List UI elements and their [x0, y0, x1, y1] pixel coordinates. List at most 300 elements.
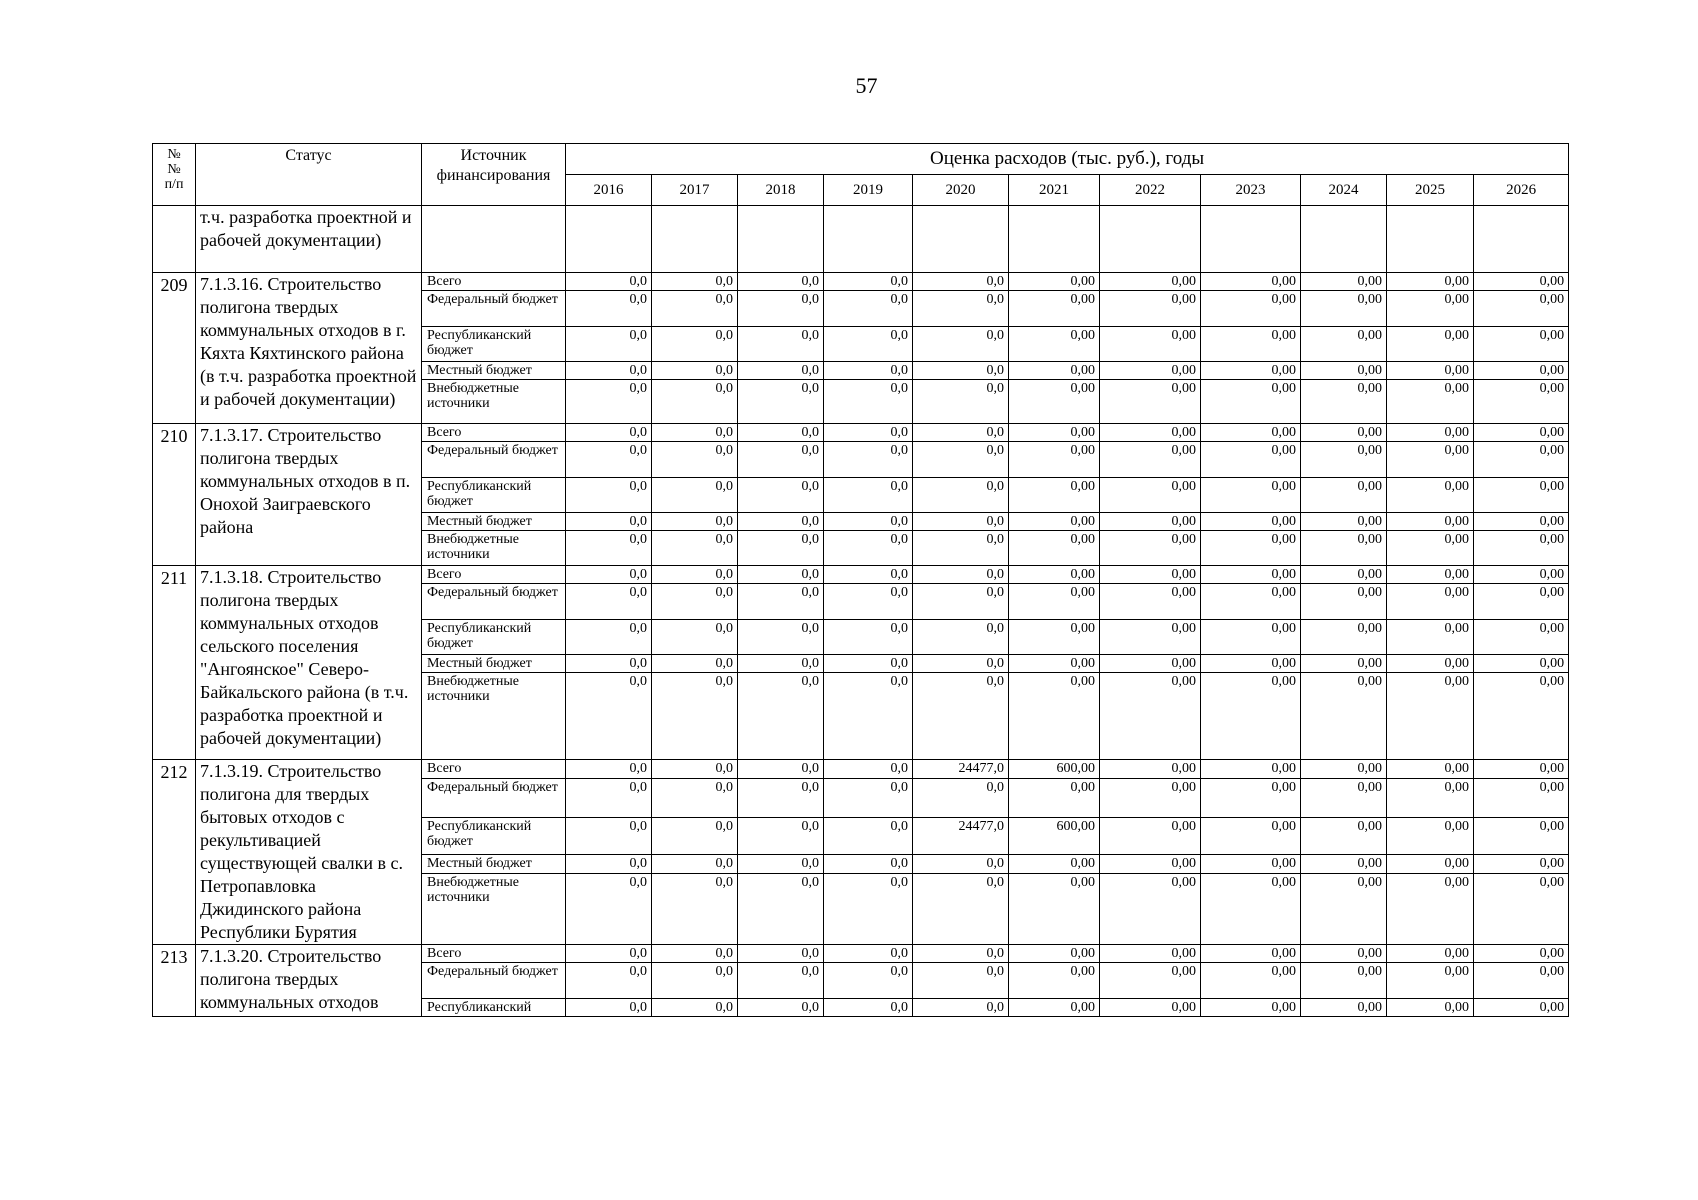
value-cell: 0,0	[738, 855, 824, 874]
value-cell: 0,00	[1009, 442, 1100, 478]
value-cell: 0,00	[1301, 291, 1387, 327]
value-cell: 0,00	[1474, 478, 1569, 513]
value-cell: 0,00	[1201, 442, 1301, 478]
value-cell: 0,00	[1100, 362, 1201, 380]
value-cell: 0,00	[1201, 566, 1301, 584]
value-cell: 0,00	[1301, 513, 1387, 531]
value-cell: 0,0	[652, 513, 738, 531]
value-cell: 0,00	[1474, 874, 1569, 945]
value-cell: 0,00	[1201, 327, 1301, 362]
status-cell: т.ч. разработка проектной и рабочей документации)	[196, 206, 422, 273]
row-number: 213	[153, 945, 196, 1017]
value-cell: 0,0	[913, 531, 1009, 566]
value-cell: 0,0	[738, 673, 824, 760]
value-cell: 0,0	[652, 620, 738, 655]
value-cell: 0,0	[738, 566, 824, 584]
value-cell: 24477,0	[913, 760, 1009, 779]
value-cell: 0,00	[1301, 779, 1387, 817]
table-row	[153, 945, 1569, 963]
value-cell: 0,0	[824, 442, 913, 478]
value-cell: 0,00	[1100, 584, 1201, 620]
expense-table	[152, 143, 1569, 1017]
value-cell: 0,00	[1387, 273, 1474, 291]
value-cell: 0,0	[738, 655, 824, 673]
value-cell: 0,00	[1474, 855, 1569, 874]
header-year: 2021	[1009, 175, 1100, 206]
header-year: 2024	[1301, 175, 1387, 206]
value-cell: 0,00	[1387, 874, 1474, 945]
value-cell: 0,0	[824, 380, 913, 424]
value-cell: 0,0	[913, 442, 1009, 478]
value-cell: 0,00	[1301, 817, 1387, 854]
value-cell: 0,00	[1301, 945, 1387, 963]
empty-cell	[566, 206, 652, 273]
value-cell: 0,0	[652, 655, 738, 673]
funding-source: Федеральный бюджет	[422, 584, 566, 620]
value-cell: 0,00	[1201, 945, 1301, 963]
value-cell: 0,0	[566, 779, 652, 817]
value-cell: 0,00	[1201, 673, 1301, 760]
funding-source: Федеральный бюджет	[422, 779, 566, 817]
value-cell: 0,0	[824, 478, 913, 513]
value-cell: 0,00	[1100, 963, 1201, 999]
value-cell: 0,0	[652, 673, 738, 760]
value-cell: 0,0	[913, 327, 1009, 362]
value-cell: 0,00	[1301, 963, 1387, 999]
value-cell: 0,0	[913, 424, 1009, 442]
value-cell: 0,0	[738, 999, 824, 1017]
funding-source: Республиканский бюджет	[422, 817, 566, 854]
value-cell: 0,0	[824, 531, 913, 566]
value-cell: 0,0	[824, 291, 913, 327]
funding-source: Местный бюджет	[422, 855, 566, 874]
value-cell: 0,0	[652, 478, 738, 513]
empty-cell	[1100, 206, 1201, 273]
value-cell: 0,00	[1009, 673, 1100, 760]
funding-source: Местный бюджет	[422, 655, 566, 673]
value-cell: 0,00	[1387, 442, 1474, 478]
value-cell: 0,00	[1301, 584, 1387, 620]
value-cell: 0,00	[1387, 380, 1474, 424]
value-cell: 0,00	[1474, 817, 1569, 854]
value-cell: 0,00	[1301, 362, 1387, 380]
value-cell: 0,00	[1387, 999, 1474, 1017]
value-cell: 0,0	[824, 513, 913, 531]
value-cell: 0,00	[1474, 424, 1569, 442]
value-cell: 0,00	[1100, 817, 1201, 854]
value-cell: 0,0	[566, 513, 652, 531]
value-cell: 0,00	[1387, 963, 1474, 999]
row-number: 212	[153, 760, 196, 945]
value-cell: 0,0	[738, 442, 824, 478]
value-cell: 0,00	[1009, 584, 1100, 620]
value-cell: 0,00	[1474, 380, 1569, 424]
value-cell: 0,0	[913, 999, 1009, 1017]
funding-source: Всего	[422, 273, 566, 291]
value-cell: 0,00	[1301, 442, 1387, 478]
value-cell: 0,0	[566, 291, 652, 327]
value-cell: 0,0	[652, 291, 738, 327]
value-cell: 0,00	[1301, 999, 1387, 1017]
value-cell: 0,0	[738, 362, 824, 380]
value-cell: 0,00	[1201, 760, 1301, 779]
value-cell: 0,0	[913, 478, 1009, 513]
value-cell: 600,00	[1009, 817, 1100, 854]
value-cell: 0,0	[738, 584, 824, 620]
value-cell: 0,0	[824, 273, 913, 291]
header-num: № № п/п	[153, 144, 196, 206]
header-source: Источник финансирования	[422, 144, 566, 206]
value-cell: 0,00	[1201, 362, 1301, 380]
value-cell: 0,00	[1100, 273, 1201, 291]
value-cell: 0,0	[652, 817, 738, 854]
value-cell: 0,00	[1100, 327, 1201, 362]
value-cell: 0,0	[652, 327, 738, 362]
table-row	[153, 424, 1569, 442]
value-cell: 0,00	[1474, 513, 1569, 531]
value-cell: 0,0	[913, 855, 1009, 874]
value-cell: 0,0	[652, 945, 738, 963]
value-cell: 0,00	[1301, 531, 1387, 566]
funding-source: Федеральный бюджет	[422, 291, 566, 327]
value-cell: 0,00	[1201, 478, 1301, 513]
value-cell: 0,0	[738, 779, 824, 817]
funding-source: Всего	[422, 424, 566, 442]
funding-source: Внебюджетные источники	[422, 380, 566, 424]
value-cell: 0,0	[566, 760, 652, 779]
header-year: 2022	[1100, 175, 1201, 206]
value-cell: 0,0	[824, 584, 913, 620]
value-cell: 0,00	[1100, 531, 1201, 566]
value-cell: 0,0	[652, 566, 738, 584]
funding-source: Всего	[422, 945, 566, 963]
value-cell: 0,00	[1201, 620, 1301, 655]
value-cell: 0,00	[1474, 327, 1569, 362]
value-cell: 0,00	[1009, 273, 1100, 291]
value-cell: 0,0	[824, 424, 913, 442]
value-cell: 0,00	[1474, 620, 1569, 655]
value-cell: 0,0	[913, 291, 1009, 327]
value-cell: 0,0	[652, 760, 738, 779]
value-cell: 0,0	[566, 655, 652, 673]
value-cell: 0,00	[1100, 779, 1201, 817]
value-cell: 0,00	[1301, 760, 1387, 779]
value-cell: 0,0	[738, 273, 824, 291]
value-cell: 0,0	[913, 655, 1009, 673]
value-cell: 0,00	[1201, 855, 1301, 874]
value-cell: 0,00	[1100, 673, 1201, 760]
funding-source: Местный бюджет	[422, 362, 566, 380]
value-cell: 0,00	[1387, 291, 1474, 327]
value-cell: 0,00	[1009, 478, 1100, 513]
value-cell: 0,00	[1301, 478, 1387, 513]
funding-source: Местный бюджет	[422, 513, 566, 531]
value-cell: 0,00	[1100, 380, 1201, 424]
value-cell: 0,00	[1100, 620, 1201, 655]
value-cell: 0,00	[1387, 531, 1474, 566]
value-cell: 0,00	[1009, 291, 1100, 327]
empty-cell	[1301, 206, 1387, 273]
header-year: 2018	[738, 175, 824, 206]
value-cell: 0,00	[1009, 566, 1100, 584]
value-cell: 0,00	[1009, 963, 1100, 999]
value-cell: 0,00	[1100, 424, 1201, 442]
value-cell: 0,0	[738, 380, 824, 424]
value-cell: 0,0	[738, 817, 824, 854]
value-cell: 0,00	[1474, 531, 1569, 566]
value-cell: 0,0	[566, 327, 652, 362]
value-cell: 0,0	[913, 874, 1009, 945]
value-cell: 0,0	[566, 817, 652, 854]
value-cell: 0,0	[566, 620, 652, 655]
value-cell: 0,0	[913, 362, 1009, 380]
value-cell: 0,0	[652, 963, 738, 999]
value-cell: 24477,0	[913, 817, 1009, 854]
value-cell: 0,0	[738, 531, 824, 566]
value-cell: 0,00	[1100, 566, 1201, 584]
value-cell: 0,0	[824, 655, 913, 673]
funding-source: Федеральный бюджет	[422, 963, 566, 999]
value-cell: 0,00	[1100, 442, 1201, 478]
value-cell: 0,00	[1301, 620, 1387, 655]
value-cell: 0,00	[1301, 327, 1387, 362]
value-cell: 0,00	[1201, 874, 1301, 945]
value-cell: 0,0	[824, 673, 913, 760]
value-cell: 0,0	[566, 999, 652, 1017]
value-cell: 0,0	[566, 673, 652, 760]
value-cell: 0,00	[1474, 945, 1569, 963]
value-cell: 0,0	[566, 424, 652, 442]
value-cell: 0,0	[738, 874, 824, 945]
empty-cell	[824, 206, 913, 273]
value-cell: 600,00	[1009, 760, 1100, 779]
empty-cell	[652, 206, 738, 273]
value-cell: 0,00	[1387, 513, 1474, 531]
value-cell: 0,00	[1474, 655, 1569, 673]
value-cell: 0,00	[1201, 584, 1301, 620]
header-year: 2023	[1201, 175, 1301, 206]
value-cell: 0,00	[1387, 760, 1474, 779]
value-cell: 0,00	[1201, 963, 1301, 999]
value-cell: 0,0	[566, 442, 652, 478]
value-cell: 0,00	[1474, 779, 1569, 817]
value-cell: 0,0	[824, 779, 913, 817]
value-cell: 0,00	[1100, 478, 1201, 513]
empty-cell	[1009, 206, 1100, 273]
value-cell: 0,0	[652, 531, 738, 566]
value-cell: 0,00	[1009, 779, 1100, 817]
value-cell: 0,0	[913, 584, 1009, 620]
value-cell: 0,00	[1387, 779, 1474, 817]
value-cell: 0,0	[913, 673, 1009, 760]
value-cell: 0,00	[1387, 855, 1474, 874]
empty-cell	[1387, 206, 1474, 273]
value-cell: 0,00	[1301, 566, 1387, 584]
value-cell: 0,0	[566, 380, 652, 424]
value-cell: 0,00	[1474, 273, 1569, 291]
funding-source: Всего	[422, 760, 566, 779]
funding-source: Федеральный бюджет	[422, 442, 566, 478]
value-cell: 0,0	[738, 963, 824, 999]
value-cell: 0,00	[1387, 566, 1474, 584]
value-cell: 0,0	[913, 566, 1009, 584]
header-year: 2019	[824, 175, 913, 206]
funding-source: Всего	[422, 566, 566, 584]
value-cell: 0,0	[566, 531, 652, 566]
value-cell: 0,0	[566, 273, 652, 291]
value-cell: 0,0	[913, 945, 1009, 963]
value-cell: 0,00	[1301, 273, 1387, 291]
value-cell: 0,00	[1474, 584, 1569, 620]
value-cell: 0,0	[824, 945, 913, 963]
value-cell: 0,00	[1100, 291, 1201, 327]
value-cell: 0,0	[824, 999, 913, 1017]
value-cell: 0,00	[1009, 531, 1100, 566]
value-cell: 0,00	[1301, 874, 1387, 945]
value-cell: 0,0	[652, 779, 738, 817]
value-cell: 0,0	[652, 584, 738, 620]
value-cell: 0,0	[566, 478, 652, 513]
value-cell: 0,00	[1201, 513, 1301, 531]
value-cell: 0,00	[1009, 380, 1100, 424]
value-cell: 0,00	[1201, 779, 1301, 817]
value-cell: 0,0	[652, 442, 738, 478]
value-cell: 0,00	[1009, 327, 1100, 362]
value-cell: 0,0	[738, 760, 824, 779]
value-cell: 0,00	[1009, 362, 1100, 380]
value-cell: 0,00	[1387, 362, 1474, 380]
funding-source: Республиканский бюджет	[422, 327, 566, 362]
value-cell: 0,0	[652, 855, 738, 874]
value-cell: 0,0	[913, 380, 1009, 424]
value-cell: 0,0	[738, 424, 824, 442]
value-cell: 0,0	[738, 291, 824, 327]
value-cell: 0,00	[1387, 327, 1474, 362]
value-cell: 0,00	[1474, 566, 1569, 584]
row-number: 211	[153, 566, 196, 760]
value-cell: 0,00	[1201, 424, 1301, 442]
header-status: Статус	[196, 144, 422, 206]
value-cell: 0,0	[824, 855, 913, 874]
funding-source: Республиканский	[422, 999, 566, 1017]
value-cell: 0,0	[824, 874, 913, 945]
value-cell: 0,00	[1201, 380, 1301, 424]
continuation-row	[153, 206, 1569, 273]
empty-cell	[422, 206, 566, 273]
page-number: 57	[855, 73, 878, 98]
value-cell: 0,00	[1009, 513, 1100, 531]
value-cell: 0,0	[824, 566, 913, 584]
row-number: 210	[153, 424, 196, 566]
header-year: 2025	[1387, 175, 1474, 206]
value-cell: 0,00	[1009, 424, 1100, 442]
value-cell: 0,0	[913, 620, 1009, 655]
value-cell: 0,00	[1201, 273, 1301, 291]
funding-source: Внебюджетные источники	[422, 531, 566, 566]
value-cell: 0,0	[652, 424, 738, 442]
header-year: 2017	[652, 175, 738, 206]
empty-cell	[1201, 206, 1301, 273]
value-cell: 0,0	[566, 945, 652, 963]
row-number: 209	[153, 273, 196, 424]
value-cell: 0,00	[1100, 760, 1201, 779]
table-row	[153, 760, 1569, 779]
value-cell: 0,0	[824, 817, 913, 854]
funding-source: Республиканский бюджет	[422, 478, 566, 513]
empty-cell	[738, 206, 824, 273]
value-cell: 0,00	[1474, 442, 1569, 478]
value-cell: 0,00	[1100, 855, 1201, 874]
value-cell: 0,00	[1201, 531, 1301, 566]
value-cell: 0,0	[738, 327, 824, 362]
value-cell: 0,0	[652, 999, 738, 1017]
value-cell: 0,00	[1387, 620, 1474, 655]
status-cell: 7.1.3.18. Строительство полигона твердых коммунальных отходов сельского поселения "Ангоянское" Северо-Байкальского района (в т.ч. разработка проектной и рабочей документации)	[196, 566, 422, 760]
value-cell: 0,00	[1100, 945, 1201, 963]
value-cell: 0,00	[1474, 291, 1569, 327]
value-cell: 0,00	[1301, 673, 1387, 760]
header-estimate: Оценка расходов (тыс. руб.), годы	[566, 144, 1569, 175]
value-cell: 0,00	[1387, 478, 1474, 513]
value-cell: 0,0	[738, 513, 824, 531]
value-cell: 0,00	[1474, 673, 1569, 760]
value-cell: 0,0	[566, 362, 652, 380]
value-cell: 0,0	[913, 513, 1009, 531]
funding-source: Республиканский бюджет	[422, 620, 566, 655]
value-cell: 0,00	[1201, 817, 1301, 854]
value-cell: 0,0	[652, 273, 738, 291]
value-cell: 0,0	[566, 566, 652, 584]
status-cell: 7.1.3.19. Строительство полигона для твердых бытовых отходов с рекультивацией существующей свалки в с. Петропавловка Джидинского района Республики Бурятия	[196, 760, 422, 945]
value-cell: 0,00	[1009, 855, 1100, 874]
header-year: 2026	[1474, 175, 1569, 206]
value-cell: 0,0	[824, 620, 913, 655]
value-cell: 0,00	[1009, 620, 1100, 655]
value-cell: 0,00	[1474, 760, 1569, 779]
value-cell: 0,0	[652, 362, 738, 380]
value-cell: 0,00	[1387, 424, 1474, 442]
value-cell: 0,0	[824, 760, 913, 779]
value-cell: 0,00	[1301, 855, 1387, 874]
value-cell: 0,00	[1387, 584, 1474, 620]
table-row	[153, 566, 1569, 584]
value-cell: 0,0	[566, 963, 652, 999]
value-cell: 0,0	[824, 963, 913, 999]
header-year: 2016	[566, 175, 652, 206]
header-year: 2020	[913, 175, 1009, 206]
value-cell: 0,00	[1474, 963, 1569, 999]
value-cell: 0,0	[738, 945, 824, 963]
status-cell: 7.1.3.17. Строительство полигона твердых коммунальных отходов в п. Онохой Заиграевского района	[196, 424, 422, 566]
value-cell: 0,0	[738, 620, 824, 655]
value-cell: 0,00	[1100, 513, 1201, 531]
value-cell: 0,00	[1387, 655, 1474, 673]
value-cell: 0,00	[1009, 874, 1100, 945]
value-cell: 0,00	[1201, 291, 1301, 327]
value-cell: 0,0	[652, 380, 738, 424]
value-cell: 0,00	[1301, 380, 1387, 424]
value-cell: 0,0	[913, 779, 1009, 817]
value-cell: 0,00	[1474, 999, 1569, 1017]
empty-cell	[913, 206, 1009, 273]
value-cell: 0,00	[1009, 655, 1100, 673]
value-cell: 0,00	[1009, 945, 1100, 963]
value-cell: 0,00	[1009, 999, 1100, 1017]
value-cell: 0,00	[1100, 874, 1201, 945]
funding-source: Внебюджетные источники	[422, 874, 566, 945]
value-cell: 0,0	[566, 584, 652, 620]
funding-source: Внебюджетные источники	[422, 673, 566, 760]
